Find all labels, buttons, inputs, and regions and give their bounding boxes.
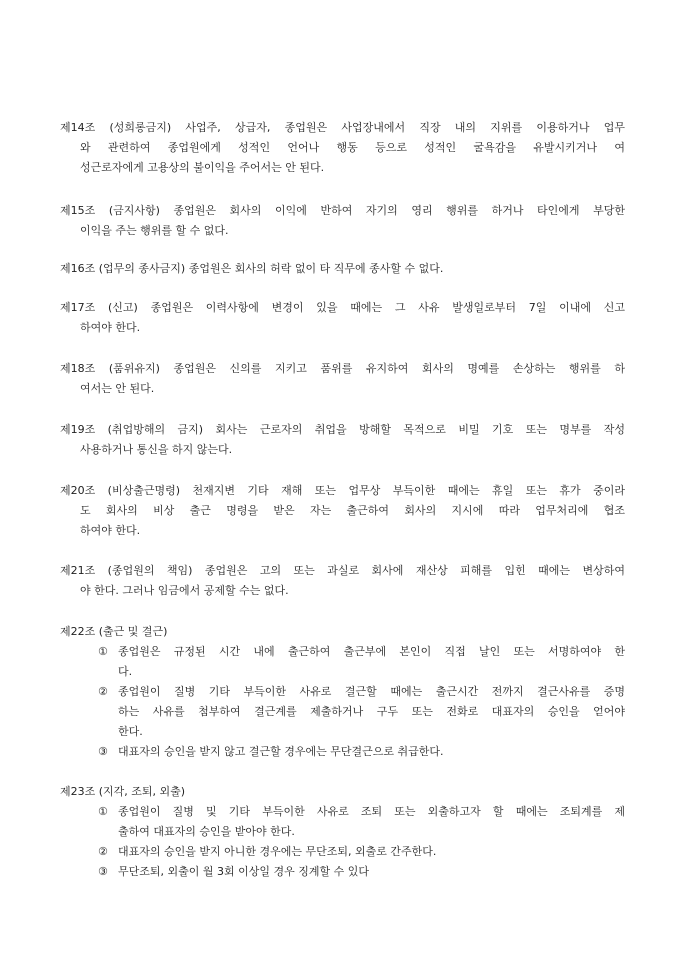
article-text-line: 제14조 (성희롱금지) 사업주, 상급자, 종업원은 사업장내에서 직장 내의 지위를 이용하거나 업무: [60, 121, 625, 134]
item-text-line: 한다.: [118, 725, 143, 738]
article-text-line: 제19조 (취업방해의 금지) 회사는 근로자의 취업을 방해할 목적으로 비밀 기호 또는 명부를 작성: [60, 423, 625, 436]
item-number: ③: [98, 865, 108, 878]
item-text-line: 대표자의 승인을 받지 않고 결근할 경우에는 무단결근으로 취급한다.: [118, 745, 444, 758]
article-text-line: 제15조 (금지사항) 종업원은 회사의 이익에 반하여 자기의 영리 행위를 하거나 타인에게 부당한: [60, 204, 625, 217]
item-number: ①: [98, 805, 108, 818]
article-text-line: 이익을 주는 행위를 할 수 없다.: [80, 224, 229, 237]
item-number: ③: [98, 745, 108, 758]
article-18: [60, 359, 625, 399]
article-text-line: 하여야 한다.: [80, 321, 141, 334]
article-22: [60, 622, 625, 762]
item-text-line: 하는 사유를 첨부하여 결근계를 제출하거나 구두 또는 전화로 대표자의 승인을 얻어야: [118, 705, 625, 718]
item-text-line: 출하여 대표자의 승인을 받아야 한다.: [118, 825, 295, 838]
article-15: [60, 201, 625, 241]
item-text-line: 대표자의 승인을 받지 아니한 경우에는 무단조퇴, 외출로 간주한다.: [118, 845, 437, 858]
item-text-line: 종업원은 규정된 시간 내에 출근하여 출근부에 본인이 직접 날인 또는 서명하여야 한: [118, 645, 625, 658]
article-14: [60, 118, 625, 178]
article-text-line: 제20조 (비상출근명령) 천재지변 기타 재해 또는 업무상 부득이한 때에는 휴일 또는 휴가 중이라: [60, 484, 625, 497]
list-item: [60, 842, 625, 862]
article-text-line: 하여야 한다.: [80, 524, 141, 537]
article-heading: 제22조 (출근 및 결근): [60, 625, 168, 638]
article-21: [60, 561, 625, 601]
article-23: [60, 782, 625, 882]
article-text-line: 사용하거나 통신을 하지 않는다.: [80, 443, 233, 456]
article-text-line: 여서는 안 된다.: [80, 382, 155, 395]
article-text-line: 제17조 (신고) 종업원은 이력사항에 변경이 있을 때에는 그 사유 발생일로부터 7일 이내에 신고: [60, 301, 625, 314]
list-item: [60, 862, 625, 882]
article-text-line: 제18조 (품위유지) 종업원은 신의를 지키고 품위를 유지하여 회사의 명예를 손상하는 행위를 하: [60, 362, 625, 375]
article-text-line: 도 회사의 비상 출근 명령을 받은 자는 출근하여 회사의 지시에 따라 업무처리에 협조: [80, 504, 625, 517]
item-text-line: 종업원이 질병 기타 부득이한 사유로 결근할 때에는 출근시간 전까지 결근사유를 증명: [118, 685, 625, 698]
item-text-line: 무단조퇴, 외출이 월 3회 이상일 경우 징계할 수 있다: [118, 865, 369, 878]
list-item: [60, 642, 625, 682]
item-number: ①: [98, 645, 108, 658]
list-item: [60, 742, 625, 762]
article-heading: 제23조 (지각, 조퇴, 외출): [60, 785, 186, 798]
article-20: [60, 481, 625, 541]
article-text-line: 제21조 (종업원의 책임) 종업원은 고의 또는 과실로 회사에 재산상 피해를 입힌 때에는 변상하여: [60, 564, 625, 577]
item-text-line: 종업원이 질병 및 기타 부득이한 사유로 조퇴 또는 외출하고자 할 때에는 조퇴계를 제: [118, 805, 625, 818]
item-number: ②: [98, 685, 108, 698]
list-item: [60, 682, 625, 742]
article-19: [60, 420, 625, 460]
article-text-line: 와 관련하여 종업원에게 성적인 언어나 행동 등으로 성적인 굴욕감을 유발시키거나 여: [80, 141, 625, 154]
article-text-line: 성근로자에게 고용상의 불이익을 주어서는 안 된다.: [80, 161, 325, 174]
article-16: [60, 259, 625, 279]
list-item: [60, 802, 625, 842]
article-text-line: 야 한다. 그러나 임금에서 공제할 수는 없다.: [80, 584, 289, 597]
item-text-line: 다.: [118, 665, 133, 678]
article-17: [60, 298, 625, 338]
article-text-line: 제16조 (업무의 종사금지) 종업원은 회사의 허락 없이 타 직무에 종사할 수 없다.: [60, 262, 444, 275]
item-number: ②: [98, 845, 108, 858]
